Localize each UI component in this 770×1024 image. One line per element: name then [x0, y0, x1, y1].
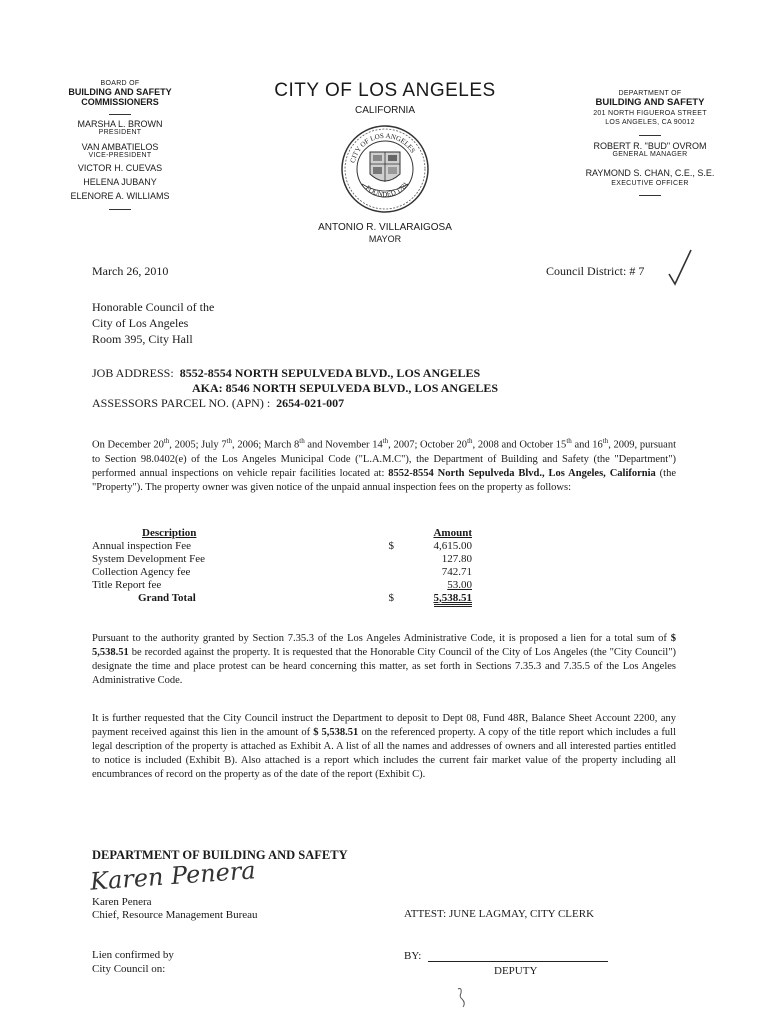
fee-description: Annual inspection Fee [92, 539, 191, 552]
fees-header-description: Description [142, 526, 197, 539]
fee-dollar [352, 552, 402, 565]
board-title-line2: BUILDING AND SAFETY [68, 87, 172, 97]
addressee-line: Room 395, City Hall [92, 332, 193, 346]
board-block [40, 80, 200, 213]
para-text: , 2007; October 20 [388, 439, 468, 451]
fee-description: Collection Agency fee [92, 565, 191, 578]
addressee-line: Honorable Council of the [92, 300, 215, 314]
fee-dollar [352, 565, 402, 578]
para-text: It is further requested that the City Council instruct the Department to deposit to Dept 08, Fund 48R, Balance Sheet Account 2200, any payment received against this lien in the amount of [92, 713, 676, 738]
board-member-role: VICE-PRESIDENT [88, 152, 152, 159]
addressee-block [92, 299, 214, 347]
gm-name: ROBERT R. "BUD" OVROM [593, 141, 707, 151]
department-address1: 201 NORTH FIGUEROA STREET [593, 110, 707, 117]
svg-text:FOUNDED 1781 [364, 180, 410, 199]
aka-address: AKA: 8546 NORTH SEPULVEDA BLVD., LOS ANGELES [192, 381, 499, 395]
handwritten-mark-icon [452, 985, 472, 1011]
board-member-name: VICTOR H. CUEVAS [77, 163, 163, 173]
addressee-line: City of Los Angeles [92, 316, 189, 330]
fee-amount: 127.80 [441, 552, 472, 565]
seal-bottom-text: FOUNDED 1781 [363, 180, 410, 199]
city-state: CALIFORNIA [354, 105, 415, 116]
job-address-label: JOB ADDRESS: [92, 366, 174, 380]
para-text: on the referenced property. A copy of the title report which includes a full legal description of the property is attached as Exhibit A. A list of all the names and addresses of owners and all interested parties entitled to notice is included (Exhibit B). Also attached is a report which includes the current fair market value of the property including all encumbrances of record on the property as of the date of the report (Exhibit C). [92, 727, 677, 780]
job-address-block [92, 366, 712, 411]
para-text: be recorded against the property. It is requested that the Honorable City Council of the City of Los Angeles (the "City Council") designate the time and place protest can be heard concerning this matter, as set forth in Sections 7.35.3 and 7.35.5 of the Los Angeles Administrative Code. [92, 647, 676, 686]
board-member-name: VAN AMBATIELOS [81, 142, 159, 152]
para-text: , 2008 and October 15 [472, 439, 567, 451]
paragraph-deposit [92, 712, 676, 782]
fee-description: Title Report fee [92, 578, 162, 591]
para-text: , 2009, pursuant to Section 98.0402(e) of the Los Angeles Municipal Code ("L.A.M.C"), the Department of Building and Safety (the "Department") performed annual inspections on vehicle repair facilities located at: [92, 439, 676, 479]
grand-total-dollar: $ [388, 591, 394, 604]
grand-total-label: Grand Total [138, 591, 196, 604]
paragraph-lien [92, 632, 676, 688]
grand-total-amount: 5,538.51 [434, 592, 473, 607]
seal-top-text: CITY OF LOS ANGELES [348, 131, 417, 164]
department-line2: BUILDING AND SAFETY [595, 97, 705, 108]
department-block [565, 90, 735, 199]
lien-confirmed-block [92, 948, 174, 976]
sup: th [602, 437, 609, 445]
para-text: , 2005; July 7 [169, 439, 227, 451]
sup: th [226, 437, 233, 445]
signer-name: Karen Penera [92, 896, 152, 908]
para-text: Pursuant to the authority granted by Section 7.35.3 of the Los Angeles Administrative Code, it is proposed a lien for a total sum of [92, 633, 671, 644]
lien-amount: $ 5,538.51 [313, 727, 359, 738]
property-address: 8552-8554 North Sepulveda Blvd., Los Angeles, California [388, 467, 656, 479]
board-title-line3: COMMISSIONERS [81, 97, 159, 107]
council-district: Council District: # 7 [546, 264, 645, 278]
gm-title: GENERAL MANAGER [612, 151, 688, 158]
board-member-name: ELENORE A. WILLIAMS [70, 191, 170, 201]
city-seal [340, 124, 430, 214]
sup: th [163, 437, 170, 445]
fee-description: System Development Fee [92, 552, 206, 565]
mayor-title: MAYOR [368, 234, 402, 244]
sup: th [382, 437, 389, 445]
city-heading [235, 80, 535, 116]
paragraph-inspections [92, 434, 676, 495]
eo-title: EXECUTIVE OFFICER [611, 180, 689, 187]
para-text: On December 20 [92, 439, 164, 451]
mayor-name: ANTONIO R. VILLARAIGOSA [318, 222, 452, 233]
lien-amount: $ 5,538.51 [92, 633, 676, 658]
job-address: 8552-8554 NORTH SEPULVEDA BLVD., LOS ANGELES [179, 366, 481, 380]
para-text: (the "Property"). The property owner was given notice of the unpaid annual inspection fees on the property as follows: [92, 467, 676, 493]
signer-title: Chief, Resource Management Bureau [92, 909, 258, 921]
signature-line [428, 961, 608, 962]
table-row [92, 539, 472, 552]
city-name: CITY OF LOS ANGELES [274, 80, 496, 101]
by-label: BY: [404, 950, 422, 962]
board-member-name: MARSHA L. BROWN [77, 119, 163, 129]
fees-table [92, 526, 472, 604]
table-row [92, 552, 472, 565]
mayor-block [285, 222, 485, 244]
sup: th [467, 437, 473, 445]
para-text: and 16 [571, 439, 603, 451]
department-address2: LOS ANGELES, CA 90012 [605, 119, 695, 126]
fee-dollar [352, 578, 402, 591]
deputy-label: DEPUTY [494, 965, 538, 977]
lien-confirmed-line1: Lien confirmed by [92, 949, 174, 961]
board-title-line1: BOARD OF [100, 80, 140, 87]
lien-confirmed-line2: City Council on: [92, 963, 166, 975]
fee-amount: 4,615.00 [433, 539, 472, 552]
table-row [92, 578, 472, 591]
sup: th [566, 437, 572, 445]
checkmark-icon [666, 248, 694, 288]
letter-date: March 26, 2010 [92, 264, 169, 278]
fee-dollar: $ [388, 539, 394, 552]
attest-line: ATTEST: JUNE LAGMAY, CITY CLERK [404, 908, 595, 920]
department-signature-heading: DEPARTMENT OF BUILDING AND SAFETY [92, 848, 348, 862]
fee-amount: 742.71 [441, 565, 472, 578]
grand-total-row [92, 591, 472, 604]
sup: th [299, 437, 305, 445]
apn-number: 2654-021-007 [276, 396, 345, 410]
eo-name: RAYMOND S. CHAN, C.E., S.E. [585, 168, 715, 178]
board-member-name: HELENA JUBANY [83, 177, 157, 187]
department-line1: DEPARTMENT OF [618, 90, 682, 97]
city-seal-icon [340, 124, 430, 214]
apn-label: ASSESSORS PARCEL NO. (APN) : [92, 396, 271, 410]
fee-amount: 53.00 [447, 578, 472, 591]
board-member-role: PRESIDENT [98, 129, 142, 136]
para-text: and November 14 [304, 439, 383, 451]
fees-header-row [92, 526, 472, 539]
handwritten-signature: Karen Penera [89, 856, 257, 896]
para-text: , 2006; March 8 [232, 439, 300, 451]
signer-block [92, 896, 258, 922]
fees-header-amount: Amount [433, 526, 472, 539]
table-row [92, 565, 472, 578]
